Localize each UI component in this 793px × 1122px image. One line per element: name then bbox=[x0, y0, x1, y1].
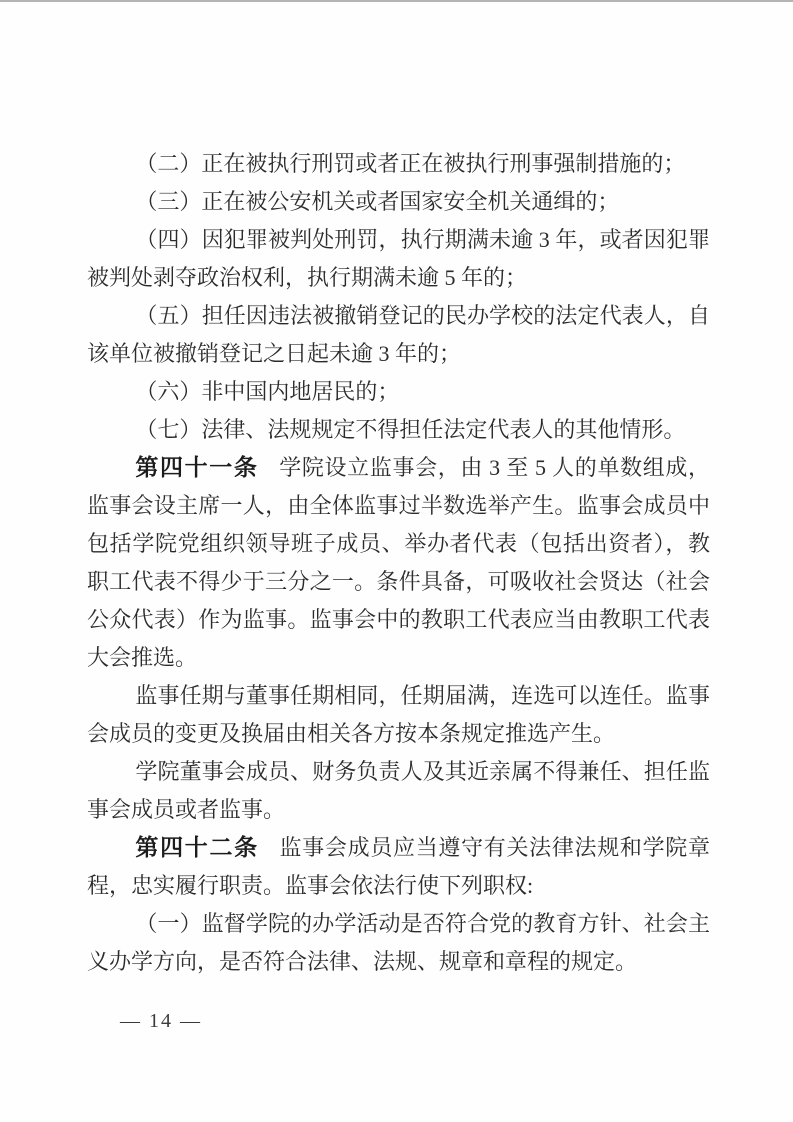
clause-text: （五）担任因违法被撤销登记的民办学校的法定代表人，自该单位被撤销登记之日起未逾 3 年的； bbox=[87, 303, 710, 366]
article-42-text: 监事会成员应当遵守有关法律法规和学院章程，忠实履行职责。监事会依法行使下列职权: bbox=[87, 835, 710, 898]
clause-item-3 bbox=[87, 183, 710, 221]
article-42-paragraph bbox=[87, 829, 710, 905]
page-number: — 14 — bbox=[120, 1010, 202, 1032]
clause-item-6 bbox=[87, 373, 710, 411]
clause-text: （二）正在被执行刑罚或者正在被执行刑事强制措施的； bbox=[135, 151, 686, 176]
power-item-text: （一）监督学院的办学活动是否符合党的教育方针、社会主义办学方向，是否符合法律、法规、规章和章程的规定。 bbox=[87, 911, 710, 974]
clause-item-5 bbox=[87, 297, 710, 373]
clause-item-2 bbox=[87, 145, 710, 183]
clause-text: （六）非中国内地居民的； bbox=[135, 379, 400, 404]
clause-item-4 bbox=[87, 221, 710, 297]
article-41-paragraph bbox=[87, 449, 710, 677]
article-41-heading: 第四十一条 bbox=[135, 455, 259, 480]
clause-text: （四）因犯罪被判处刑罚，执行期满未逾 3 年，或者因犯罪被判处剥夺政治权利，执行期满未逾 5 年的； bbox=[87, 227, 710, 290]
term-text: 监事任期与董事任期相同，任期届满，连选可以连任。监事会成员的变更及换届由相关各方按本条规定推选产生。 bbox=[87, 683, 710, 746]
clause-item-7 bbox=[87, 411, 710, 449]
document-body bbox=[87, 145, 710, 981]
article-41-text: 学院设立监事会，由 3 至 5 人的单数组成，监事会设主席一人，由全体监事过半数选举产生。监事会成员中包括学院党组织领导班子成员、举办者代表（包括出资者），教职工代表不得少于三分之一。条件具备，可吸收社会贤达（社会公众代表）作为监事。监事会中的教职工代表应当由教职工代表大会推选。 bbox=[87, 455, 710, 670]
restriction-paragraph bbox=[87, 753, 710, 829]
term-paragraph bbox=[87, 677, 710, 753]
power-item-1 bbox=[87, 905, 710, 981]
article-42-heading: 第四十二条 bbox=[135, 835, 259, 860]
clause-text: （七）法律、法规规定不得担任法定代表人的其他情形。 bbox=[135, 417, 686, 442]
clause-text: （三）正在被公安机关或者国家安全机关通缉的； bbox=[135, 189, 620, 214]
scan-edge-artifact bbox=[0, 0, 793, 2]
restriction-text: 学院董事会成员、财务负责人及其近亲属不得兼任、担任监事会成员或者监事。 bbox=[87, 759, 710, 822]
